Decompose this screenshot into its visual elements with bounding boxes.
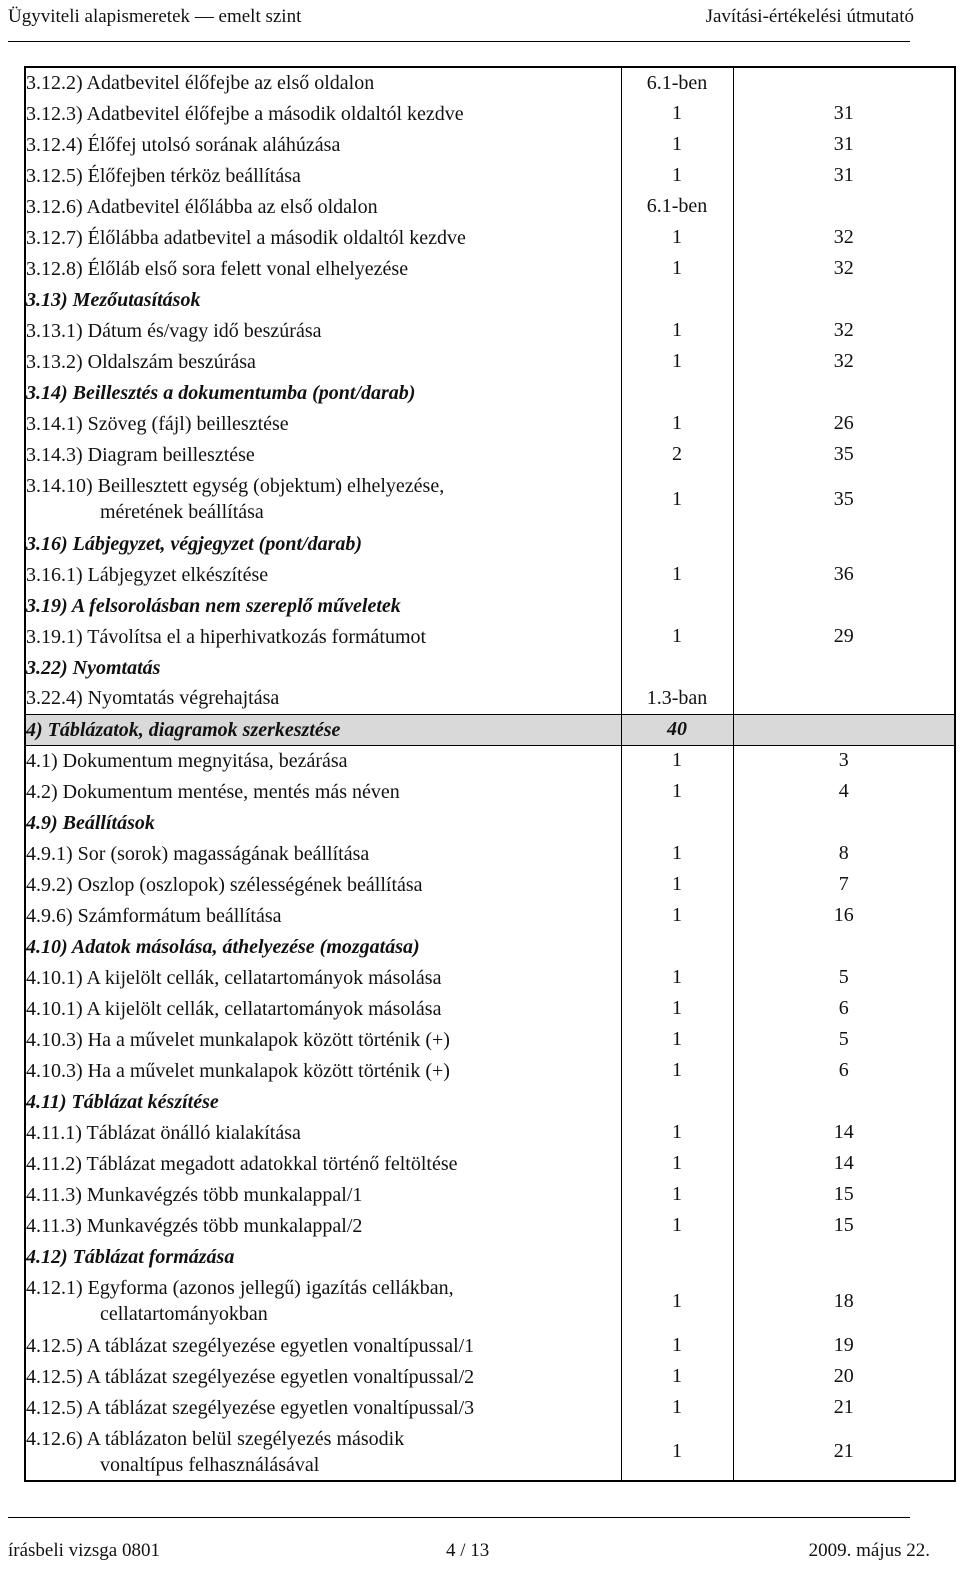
row-points: 1 bbox=[621, 776, 733, 807]
major-section-row bbox=[25, 714, 955, 745]
row-points: 1 bbox=[621, 1148, 733, 1179]
row-task: 4.9.1) Sor (sorok) magasságának beállítása bbox=[26, 842, 370, 865]
row-points: 1 bbox=[621, 222, 733, 253]
row-page bbox=[733, 528, 955, 559]
row-task: 3.14.1) Szöveg (fájl) beillesztése bbox=[26, 412, 289, 435]
section-row bbox=[25, 528, 955, 559]
row-task: 4.12) Táblázat formázása bbox=[26, 1245, 235, 1268]
row-points: 1 bbox=[621, 1392, 733, 1423]
row-points: 6.1-ben bbox=[621, 67, 733, 98]
section-row bbox=[25, 807, 955, 838]
row-task bbox=[25, 1423, 621, 1481]
row-points: 1 bbox=[621, 1361, 733, 1392]
row-points bbox=[621, 807, 733, 838]
row-task: 3.12.7) Élőlábba adatbevitel a második oldaltól kezdve bbox=[26, 226, 466, 249]
row-points: 1 bbox=[621, 745, 733, 776]
row-page: 32 bbox=[733, 315, 955, 346]
row-task: 3.14) Beillesztés a dokumentumba (pont/darab) bbox=[26, 381, 416, 404]
table-row bbox=[25, 222, 955, 253]
row-task: 3.19.1) Távolítsa el a hiperhivatkozás formátumot bbox=[26, 625, 427, 648]
row-points: 1 bbox=[621, 1055, 733, 1086]
row-task: 4.11.1) Táblázat önálló kialakítása bbox=[26, 1121, 301, 1144]
row-task: 4.12.5) A táblázat szegélyezése egyetlen vonaltípussal/3 bbox=[26, 1396, 475, 1419]
row-points bbox=[621, 590, 733, 621]
table-row bbox=[25, 1055, 955, 1086]
row-page: 21 bbox=[733, 1392, 955, 1423]
row-page: 18 bbox=[733, 1272, 955, 1330]
table-row bbox=[25, 1117, 955, 1148]
table-row bbox=[25, 67, 955, 98]
row-task: 4.11.3) Munkavégzés több munkalappal/2 bbox=[26, 1214, 363, 1237]
row-points bbox=[621, 377, 733, 408]
row-page bbox=[733, 807, 955, 838]
table-row bbox=[25, 1392, 955, 1423]
row-task: 4.12.5) A táblázat szegélyezése egyetlen vonaltípussal/1 bbox=[26, 1334, 475, 1357]
row-task: 4.10.3) Ha a művelet munkalapok között történik (+) bbox=[26, 1028, 450, 1051]
row-page: 8 bbox=[733, 838, 955, 869]
row-points bbox=[621, 528, 733, 559]
table-row bbox=[25, 1361, 955, 1392]
row-page: 32 bbox=[733, 253, 955, 284]
table-row bbox=[25, 776, 955, 807]
row-points: 1 bbox=[621, 346, 733, 377]
row-points: 1 bbox=[621, 1330, 733, 1361]
header-title: Ügyviteli alapismeretek — emelt szint bbox=[8, 6, 302, 27]
row-points: 1 bbox=[621, 1179, 733, 1210]
row-page: 6 bbox=[733, 993, 955, 1024]
row-points: 1 bbox=[621, 408, 733, 439]
row-points bbox=[621, 1241, 733, 1272]
row-points bbox=[621, 284, 733, 315]
row-points: 1 bbox=[621, 1117, 733, 1148]
row-points: 6.1-ben bbox=[621, 191, 733, 222]
table-row bbox=[25, 1024, 955, 1055]
row-task-line2: méretének beállítása bbox=[100, 501, 264, 523]
row-page: 19 bbox=[733, 1330, 955, 1361]
table-row bbox=[25, 683, 955, 714]
row-page bbox=[733, 714, 955, 745]
row-task: 4.12.5) A táblázat szegélyezése egyetlen vonaltípussal/2 bbox=[26, 1365, 475, 1388]
row-page: 15 bbox=[733, 1210, 955, 1241]
table-row bbox=[25, 559, 955, 590]
row-page bbox=[733, 683, 955, 714]
row-task: 4.1) Dokumentum megnyitása, bezárása bbox=[26, 749, 348, 772]
row-task: 4.10) Adatok másolása, áthelyezése (mozgatása) bbox=[26, 935, 420, 958]
table-row bbox=[25, 1179, 955, 1210]
row-task: 4.11.2) Táblázat megadott adatokkal történő feltöltése bbox=[26, 1152, 458, 1175]
section-row bbox=[25, 1241, 955, 1272]
row-task: 4.9.6) Számformátum beállítása bbox=[26, 904, 282, 927]
row-task: 4.9.2) Oszlop (oszlopok) szélességének beállítása bbox=[26, 873, 423, 896]
row-task: 4.11.3) Munkavégzés több munkalappal/1 bbox=[26, 1183, 363, 1206]
row-points: 1 bbox=[621, 621, 733, 652]
footer-page-number: 4 / 13 bbox=[446, 1540, 490, 1561]
row-page: 16 bbox=[733, 900, 955, 931]
section-row bbox=[25, 284, 955, 315]
row-task: 3.12.3) Adatbevitel élőfejbe a második oldaltól kezdve bbox=[26, 102, 464, 125]
table-row bbox=[25, 191, 955, 222]
row-page: 31 bbox=[733, 129, 955, 160]
row-page: 21 bbox=[733, 1423, 955, 1481]
table-row bbox=[25, 900, 955, 931]
row-points: 1 bbox=[621, 993, 733, 1024]
row-task-line1: 4.12.6) A táblázaton belül szegélyezés második bbox=[26, 1427, 405, 1450]
row-task: 3.14.3) Diagram beillesztése bbox=[26, 443, 255, 466]
row-page bbox=[733, 590, 955, 621]
footer-rule bbox=[8, 1517, 910, 1518]
table-row bbox=[25, 962, 955, 993]
row-task bbox=[25, 470, 621, 528]
row-task-line2: cellatartományokban bbox=[100, 1303, 268, 1325]
row-page: 14 bbox=[733, 1117, 955, 1148]
row-page: 4 bbox=[733, 776, 955, 807]
row-task: 4.11) Táblázat készítése bbox=[26, 1090, 219, 1113]
row-page bbox=[733, 652, 955, 683]
row-task: 4.10.3) Ha a művelet munkalapok között történik (+) bbox=[26, 1059, 450, 1082]
row-page: 31 bbox=[733, 98, 955, 129]
row-page bbox=[733, 67, 955, 98]
table-row bbox=[25, 1423, 955, 1481]
row-task: 4.2) Dokumentum mentése, mentés más néven bbox=[26, 780, 400, 803]
row-task: 3.12.8) Élőláb első sora felett vonal elhelyezése bbox=[26, 257, 409, 280]
table-row bbox=[25, 346, 955, 377]
table-row bbox=[25, 621, 955, 652]
row-points: 2 bbox=[621, 439, 733, 470]
table-row bbox=[25, 253, 955, 284]
row-points: 1 bbox=[621, 160, 733, 191]
row-page bbox=[733, 1241, 955, 1272]
row-task-line1: 3.14.10) Beillesztett egység (objektum) elhelyezése, bbox=[26, 475, 445, 497]
scoring-table bbox=[24, 66, 956, 1482]
row-page: 31 bbox=[733, 160, 955, 191]
row-task: 3.13.1) Dátum és/vagy idő beszúrása bbox=[26, 319, 322, 342]
row-task: 3.16) Lábjegyzet, végjegyzet (pont/darab) bbox=[26, 532, 363, 555]
section-row bbox=[25, 931, 955, 962]
row-page: 14 bbox=[733, 1148, 955, 1179]
row-task bbox=[25, 1272, 621, 1330]
row-points: 1 bbox=[621, 838, 733, 869]
row-page: 5 bbox=[733, 1024, 955, 1055]
table-row bbox=[25, 1330, 955, 1361]
row-task: 4.10.1) A kijelölt cellák, cellatartományok másolása bbox=[26, 966, 442, 989]
row-page bbox=[733, 377, 955, 408]
section-row bbox=[25, 1086, 955, 1117]
row-task: 3.12.6) Adatbevitel élőlábba az első oldalon bbox=[26, 195, 378, 218]
row-points: 1 bbox=[621, 315, 733, 346]
row-task-line1: 4.12.1) Egyforma (azonos jellegű) igazítás cellákban, bbox=[26, 1277, 454, 1299]
row-page: 20 bbox=[733, 1361, 955, 1392]
row-page: 36 bbox=[733, 559, 955, 590]
row-page: 26 bbox=[733, 408, 955, 439]
row-page: 32 bbox=[733, 222, 955, 253]
row-page bbox=[733, 191, 955, 222]
row-task: 4.10.1) A kijelölt cellák, cellatartományok másolása bbox=[26, 997, 442, 1020]
row-points: 1 bbox=[621, 1272, 733, 1330]
row-page: 35 bbox=[733, 439, 955, 470]
row-points: 1 bbox=[621, 869, 733, 900]
row-points: 1 bbox=[621, 962, 733, 993]
row-page: 35 bbox=[733, 470, 955, 528]
row-page: 7 bbox=[733, 869, 955, 900]
footer-date: 2009. május 22. bbox=[808, 1540, 930, 1561]
row-points: 1 bbox=[621, 98, 733, 129]
row-points: 1 bbox=[621, 253, 733, 284]
row-page: 6 bbox=[733, 1055, 955, 1086]
row-points: 1 bbox=[621, 1024, 733, 1055]
row-task: 3.22.4) Nyomtatás végrehajtása bbox=[26, 687, 280, 710]
row-task: 3.19) A felsorolásban nem szereplő műveletek bbox=[26, 594, 401, 617]
row-points bbox=[621, 652, 733, 683]
table-row bbox=[25, 838, 955, 869]
row-points: 1.3-ban bbox=[621, 683, 733, 714]
row-points bbox=[621, 931, 733, 962]
row-task: 3.12.2) Adatbevitel élőfejbe az első oldalon bbox=[26, 72, 375, 94]
table-row bbox=[25, 745, 955, 776]
footer-exam: írásbeli vizsga 0801 bbox=[8, 1540, 160, 1561]
row-page: 32 bbox=[733, 346, 955, 377]
row-task: 3.13.2) Oldalszám beszúrása bbox=[26, 350, 256, 373]
row-points bbox=[621, 1086, 733, 1117]
row-page: 3 bbox=[733, 745, 955, 776]
row-page bbox=[733, 931, 955, 962]
table-row bbox=[25, 439, 955, 470]
row-page: 15 bbox=[733, 1179, 955, 1210]
row-page: 5 bbox=[733, 962, 955, 993]
row-page: 29 bbox=[733, 621, 955, 652]
row-page bbox=[733, 284, 955, 315]
row-points: 1 bbox=[621, 559, 733, 590]
table-row bbox=[25, 1210, 955, 1241]
table-row bbox=[25, 993, 955, 1024]
row-points: 40 bbox=[621, 714, 733, 745]
row-page bbox=[733, 1086, 955, 1117]
row-points: 1 bbox=[621, 1210, 733, 1241]
row-task: 3.16.1) Lábjegyzet elkészítése bbox=[26, 563, 269, 586]
page-header bbox=[0, 0, 960, 34]
section-row bbox=[25, 377, 955, 408]
table-row bbox=[25, 1272, 955, 1330]
row-points: 1 bbox=[621, 1423, 733, 1481]
row-points: 1 bbox=[621, 470, 733, 528]
section-row bbox=[25, 590, 955, 621]
row-task: 4) Táblázatok, diagramok szerkesztése bbox=[25, 714, 621, 745]
header-subtitle: Javítási-értékelési útmutató bbox=[705, 6, 914, 27]
row-task: 4.9) Beállítások bbox=[26, 811, 155, 834]
table-row bbox=[25, 470, 955, 528]
scoring-table-body bbox=[25, 67, 955, 1481]
row-points: 1 bbox=[621, 900, 733, 931]
table-row bbox=[25, 160, 955, 191]
row-task: 3.22) Nyomtatás bbox=[26, 656, 161, 679]
section-row bbox=[25, 652, 955, 683]
row-task: 3.13) Mezőutasítások bbox=[26, 288, 201, 311]
table-row bbox=[25, 315, 955, 346]
table-row bbox=[25, 408, 955, 439]
header-rule bbox=[8, 41, 910, 42]
row-points: 1 bbox=[621, 129, 733, 160]
table-row bbox=[25, 1148, 955, 1179]
row-task: 3.12.5) Élőfejben térköz beállítása bbox=[26, 164, 301, 187]
table-row bbox=[25, 98, 955, 129]
row-task: 3.12.4) Élőfej utolsó sorának aláhúzása bbox=[26, 133, 341, 156]
table-row bbox=[25, 869, 955, 900]
row-task-line2: vonaltípus felhasználásával bbox=[100, 1453, 320, 1476]
table-row bbox=[25, 129, 955, 160]
